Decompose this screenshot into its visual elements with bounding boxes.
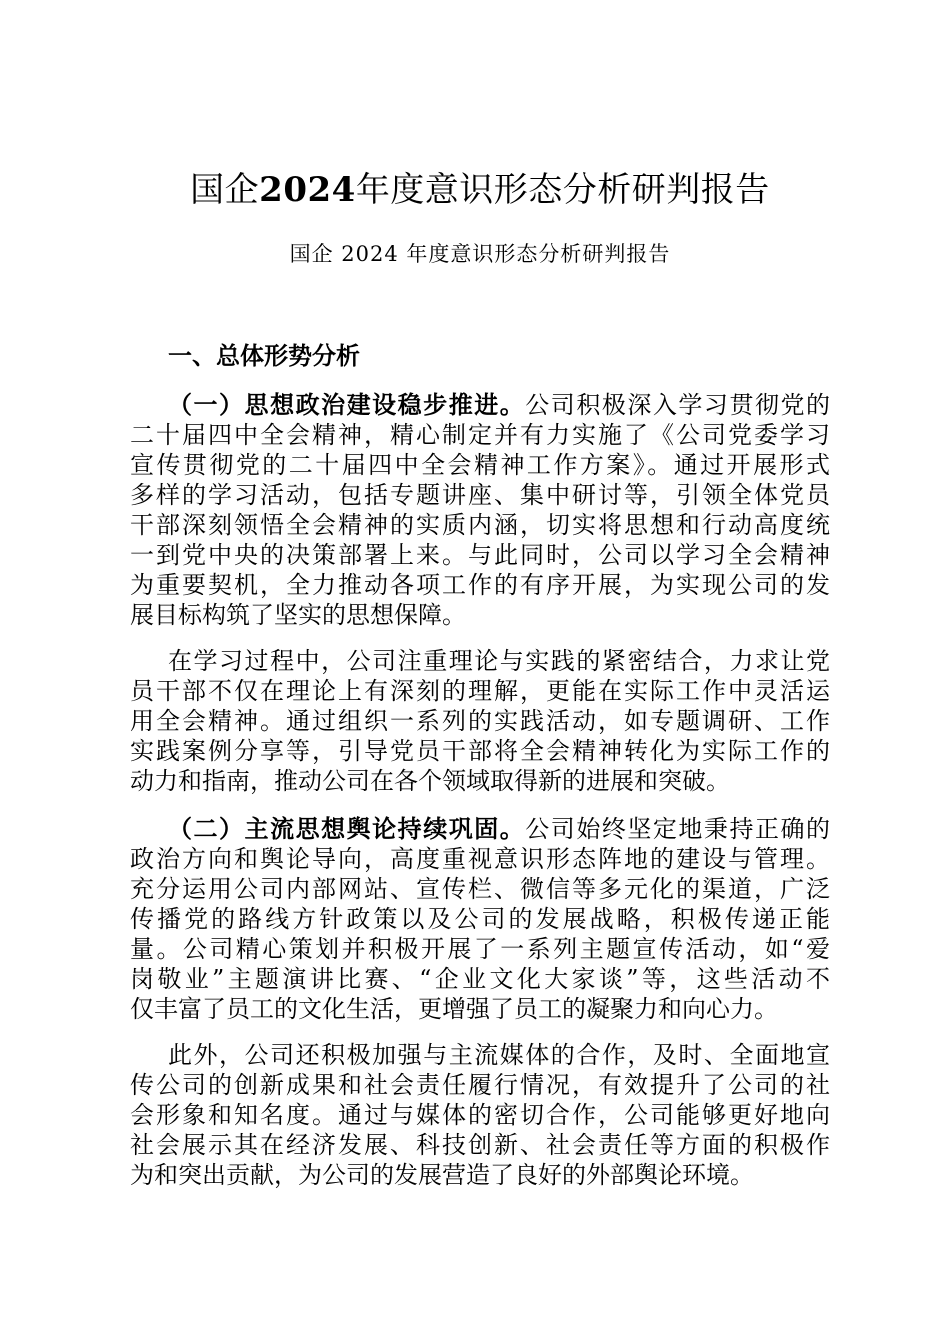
paragraph-line: 仅丰富了员工的文化生活，更增强了员工的凝聚力和向心力。 bbox=[130, 995, 778, 1023]
paragraph-line: 二十届四中全会精神，精心制定并有力实施了《公司党委学习 bbox=[130, 421, 830, 449]
title-prefix: 国企 bbox=[190, 170, 260, 210]
paragraph-line: 展目标构筑了坚实的思想保障。 bbox=[130, 601, 466, 629]
paragraph-line bbox=[130, 814, 830, 844]
paragraph-line: 员干部不仅在理论上有深刻的理解，更能在实际工作中灵活运 bbox=[130, 677, 830, 705]
paragraph-line: 充分运用公司内部网站、宣传栏、微信等多元化的渠道，广泛 bbox=[130, 875, 830, 903]
paragraph-line: 为重要契机，全力推动各项工作的有序开展，为实现公司的发 bbox=[130, 571, 830, 599]
paragraph-line: 多样的学习活动，包括专题讲座、集中研讨等，引领全体党员 bbox=[130, 481, 830, 509]
paragraph-line: 政治方向和舆论导向，高度重视意识形态阵地的建设与管理。 bbox=[130, 845, 830, 873]
paragraph-line: 传播党的路线方针政策以及公司的发展战略，积极传递正能 bbox=[130, 905, 830, 933]
title-year: 2024 bbox=[259, 170, 356, 210]
paragraph-line: 此外，公司还积极加强与主流媒体的合作，及时、全面地宣 bbox=[168, 1041, 830, 1069]
paragraph-line: 动力和指南，推动公司在各个领域取得新的进展和突破。 bbox=[130, 767, 730, 795]
document-subtitle: 国企 2024 年度意识形态分析研判报告 bbox=[289, 242, 671, 266]
paragraph-line: 一到党中央的决策部署上来。与此同时，公司以学习全会精神 bbox=[130, 541, 830, 569]
paragraph-line: 实践案例分享等，引导党员干部将全会精神转化为实际工作的 bbox=[130, 737, 830, 765]
paragraph-theory-practice bbox=[130, 646, 830, 796]
title-suffix: 年度意识形态分析研判报告 bbox=[355, 170, 770, 210]
paragraph-line: 为和突出贡献，为公司的发展营造了良好的外部舆论环境。 bbox=[130, 1161, 754, 1189]
paragraph-media-cooperation bbox=[130, 1040, 830, 1190]
paragraph-line-text: 公司积极深入学习贯彻党的 bbox=[525, 391, 830, 419]
paragraph-ideological-building bbox=[130, 390, 830, 630]
paragraph-line: 宣传贯彻党的二十届四中全会精神工作方案》。通过开展形式 bbox=[130, 451, 830, 479]
paragraph-line: 干部深刻领悟全会精神的实质内涵，切实将思想和行动高度统 bbox=[130, 511, 830, 539]
paragraph-line-text: 公司始终坚定地秉持正确的 bbox=[525, 815, 830, 843]
paragraph-line: 在学习过程中，公司注重理论与实践的紧密结合，力求让党 bbox=[168, 647, 830, 675]
paragraph-line bbox=[130, 390, 830, 420]
paragraph-line: 社会展示其在经济发展、科技创新、社会责任等方面的积极作 bbox=[130, 1131, 830, 1159]
paragraph-lead: （一）思想政治建设稳步推进。 bbox=[168, 390, 526, 419]
paragraph-line: 传公司的创新成果和社会责任履行情况，有效提升了公司的社 bbox=[130, 1071, 830, 1099]
section-heading-overall-analysis: 一、总体形势分析 bbox=[168, 341, 360, 370]
document-title bbox=[130, 166, 830, 214]
paragraph-line: 用全会精神。通过组织一系列的实践活动，如专题调研、工作 bbox=[130, 707, 830, 735]
paragraph-mainstream-opinion bbox=[130, 814, 830, 1024]
paragraph-lead: （二）主流思想舆论持续巩固。 bbox=[168, 814, 526, 843]
paragraph-line: 会形象和知名度。通过与媒体的密切合作，公司能够更好地向 bbox=[130, 1101, 830, 1129]
paragraph-line: 岗敬业”主题演讲比赛、“企业文化大家谈”等，这些活动不 bbox=[130, 965, 830, 993]
paragraph-line: 量。公司精心策划并积极开展了一系列主题宣传活动，如“爱 bbox=[130, 935, 830, 963]
